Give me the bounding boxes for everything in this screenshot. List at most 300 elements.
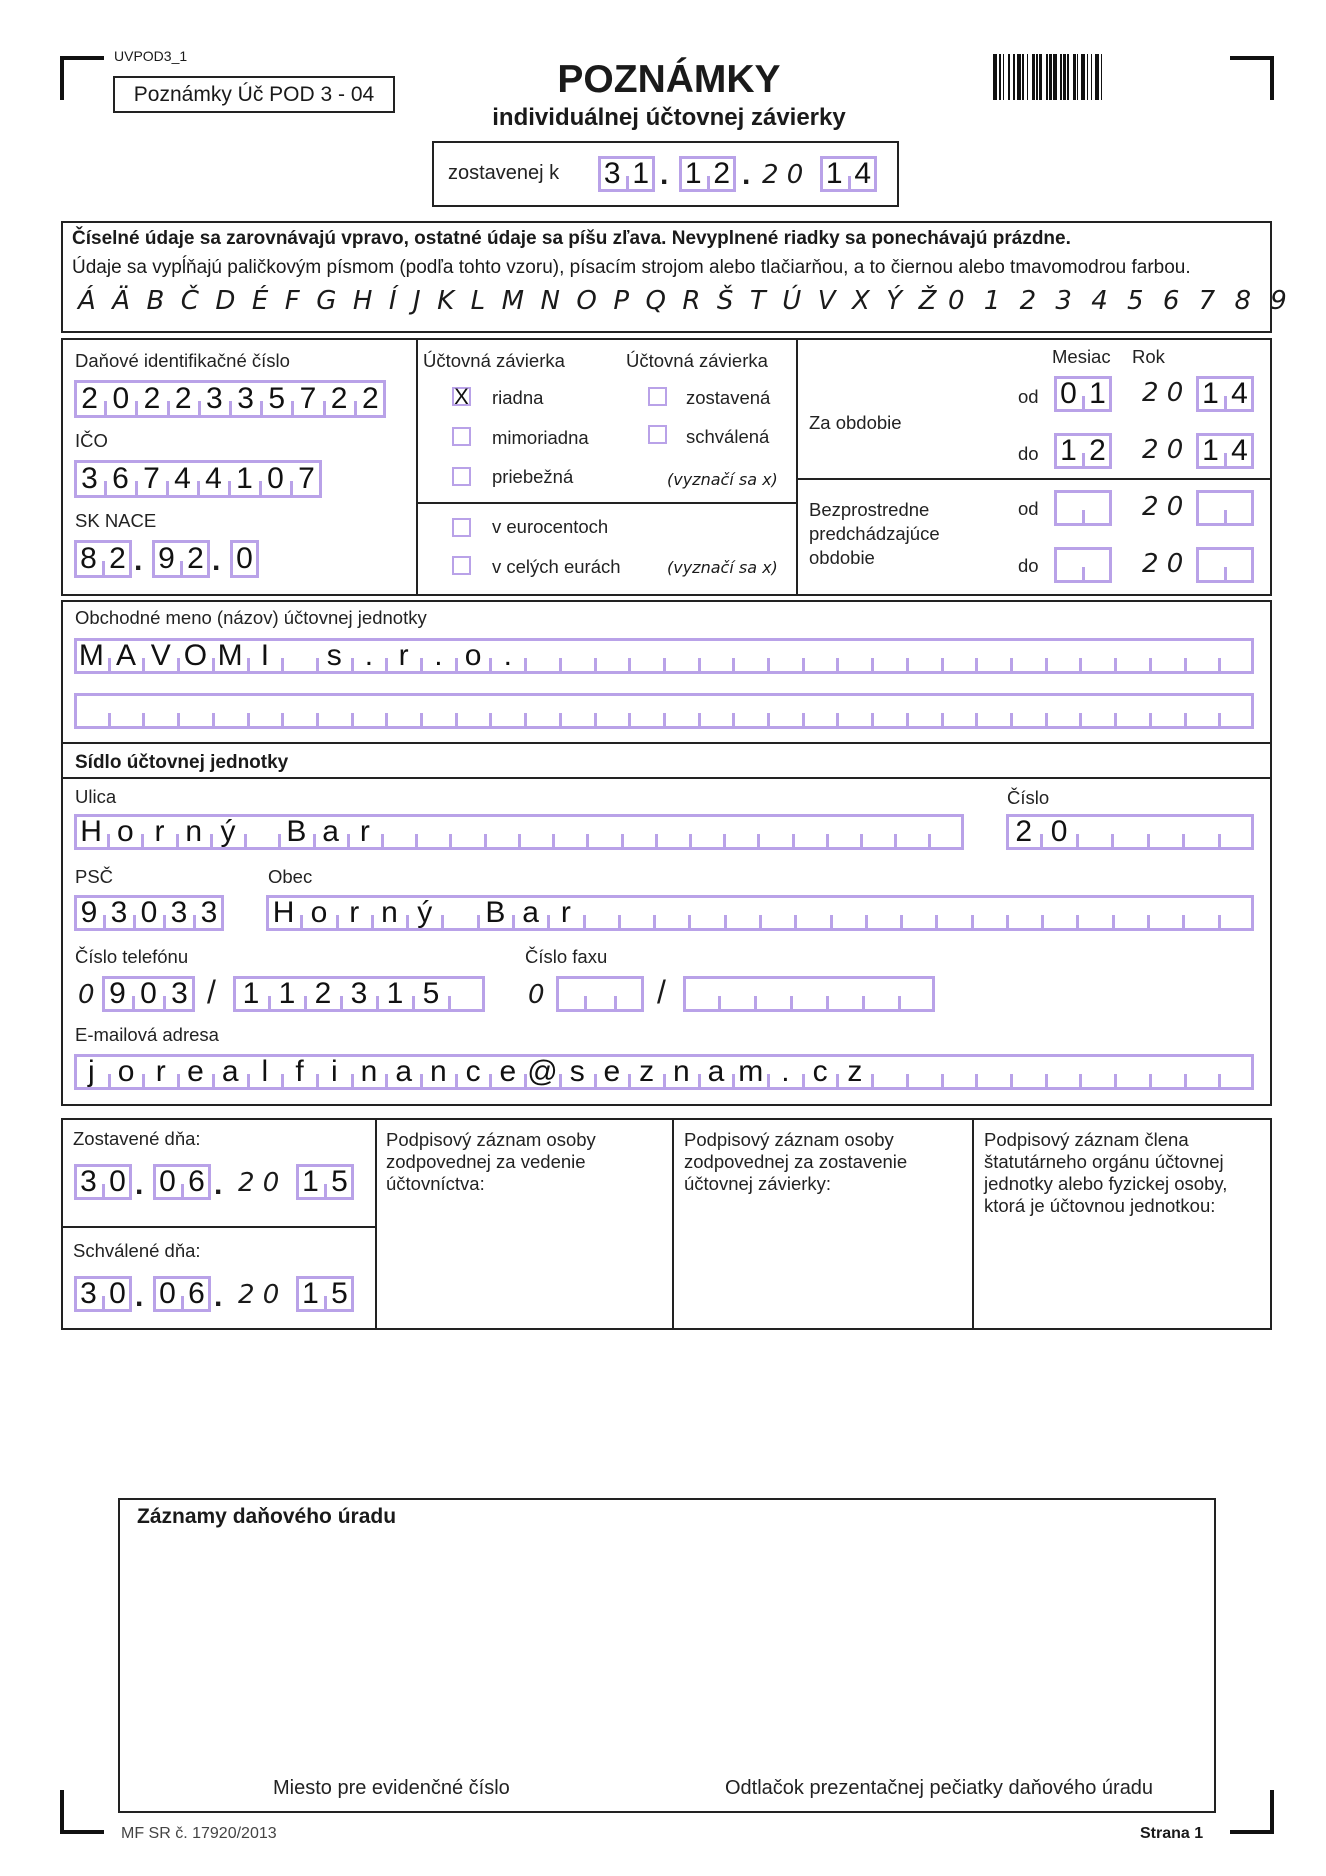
char-cell[interactable] bbox=[872, 693, 907, 729]
char-cell[interactable] bbox=[584, 895, 619, 931]
char-cell[interactable] bbox=[456, 693, 491, 729]
char-cell[interactable] bbox=[689, 895, 724, 931]
char-cell[interactable] bbox=[827, 976, 863, 1012]
char-cell[interactable]: 3 bbox=[199, 380, 230, 418]
char-cell[interactable] bbox=[1080, 693, 1115, 729]
char-cell[interactable] bbox=[1011, 638, 1046, 674]
char-cell[interactable] bbox=[768, 693, 803, 729]
char-cell[interactable] bbox=[416, 814, 450, 850]
eurocentoch-checkbox[interactable] bbox=[452, 518, 471, 537]
char-cell[interactable] bbox=[1185, 638, 1220, 674]
char-cell[interactable]: 6 bbox=[105, 460, 136, 498]
char-cell[interactable] bbox=[525, 638, 560, 674]
char-cell[interactable] bbox=[1054, 490, 1083, 526]
char-cell[interactable] bbox=[866, 895, 901, 931]
form-code: UVPOD3_1 bbox=[114, 48, 188, 64]
char-cell[interactable]: 1 bbox=[302, 1277, 319, 1310]
approved-on-year[interactable] bbox=[296, 1276, 354, 1312]
char-cell[interactable]: 0 bbox=[103, 1164, 132, 1200]
char-cell[interactable]: 1 bbox=[1202, 434, 1219, 467]
char-cell[interactable]: 2 bbox=[355, 380, 386, 418]
char-cell[interactable]: 3 bbox=[164, 895, 194, 931]
char-cell[interactable] bbox=[976, 1054, 1011, 1090]
fax-number-field[interactable] bbox=[683, 976, 935, 1012]
char-cell[interactable]: 9 bbox=[109, 977, 126, 1010]
char-cell[interactable]: 7 bbox=[136, 460, 167, 498]
char-cell[interactable] bbox=[1077, 814, 1112, 850]
char-cell[interactable]: 1 bbox=[377, 976, 413, 1012]
char-cell[interactable] bbox=[755, 976, 791, 1012]
char-cell[interactable]: e bbox=[490, 1054, 525, 1090]
period-do-month[interactable] bbox=[1054, 433, 1112, 469]
char-cell[interactable] bbox=[1054, 547, 1083, 583]
char-cell[interactable]: 5 bbox=[261, 380, 292, 418]
char-cell[interactable] bbox=[1080, 1054, 1115, 1090]
char-cell[interactable] bbox=[1115, 1054, 1150, 1090]
corner-mark-bottom-left bbox=[60, 1790, 104, 1834]
char-cell[interactable]: 2 bbox=[181, 540, 210, 578]
char-cell[interactable]: 1 bbox=[627, 156, 656, 192]
schvalena-checkbox[interactable] bbox=[648, 425, 667, 444]
char-cell[interactable] bbox=[1219, 693, 1254, 729]
char-cell[interactable]: B bbox=[279, 814, 313, 850]
statement-type-label: Účtovná závierka bbox=[423, 350, 565, 371]
char-cell[interactable] bbox=[942, 638, 977, 674]
char-cell[interactable] bbox=[595, 693, 630, 729]
psc-field[interactable] bbox=[74, 895, 224, 931]
fax-area-field[interactable] bbox=[556, 976, 644, 1012]
char-cell[interactable]: o bbox=[109, 1054, 144, 1090]
char-cell[interactable] bbox=[1083, 490, 1112, 526]
riadna-checkbox[interactable]: X bbox=[452, 387, 471, 406]
char-cell[interactable] bbox=[1080, 638, 1115, 674]
char-cell[interactable] bbox=[942, 693, 977, 729]
char-cell[interactable]: 2 bbox=[324, 380, 355, 418]
number-field[interactable] bbox=[1006, 814, 1254, 850]
char-cell[interactable]: 3 bbox=[341, 976, 377, 1012]
char-cell[interactable]: H bbox=[80, 815, 102, 848]
char-cell[interactable]: . bbox=[352, 638, 387, 674]
char-cell[interactable]: s bbox=[317, 638, 352, 674]
char-cell[interactable] bbox=[587, 814, 621, 850]
char-cell[interactable]: 0 bbox=[105, 380, 136, 418]
char-cell[interactable]: 1 bbox=[1060, 434, 1077, 467]
char-cell[interactable] bbox=[699, 693, 734, 729]
char-cell[interactable]: 0 bbox=[236, 542, 253, 575]
char-cell[interactable]: V bbox=[143, 638, 178, 674]
char-cell[interactable] bbox=[485, 814, 519, 850]
char-cell[interactable]: o bbox=[301, 895, 336, 931]
name-field-line2[interactable] bbox=[74, 693, 1254, 729]
char-cell[interactable] bbox=[656, 814, 690, 850]
phone-area-field[interactable] bbox=[102, 976, 195, 1012]
char-cell[interactable] bbox=[725, 895, 760, 931]
char-cell[interactable]: I bbox=[248, 638, 283, 674]
char-cell[interactable]: o bbox=[456, 638, 491, 674]
char-cell[interactable]: 0 bbox=[1060, 377, 1077, 410]
char-cell[interactable]: 4 bbox=[167, 460, 198, 498]
char-cell[interactable]: 5 bbox=[413, 976, 449, 1012]
char-cell[interactable]: r bbox=[548, 895, 583, 931]
char-cell[interactable] bbox=[1196, 490, 1225, 526]
char-cell[interactable] bbox=[317, 693, 352, 729]
char-cell[interactable] bbox=[901, 895, 936, 931]
char-cell[interactable] bbox=[895, 814, 929, 850]
period-od-month[interactable] bbox=[1054, 376, 1112, 412]
char-cell[interactable] bbox=[213, 693, 248, 729]
char-cell[interactable]: f bbox=[282, 1054, 317, 1090]
char-cell[interactable]: a bbox=[314, 814, 348, 850]
char-cell[interactable] bbox=[654, 895, 689, 931]
char-cell[interactable] bbox=[1011, 693, 1046, 729]
char-cell[interactable] bbox=[442, 895, 477, 931]
char-cell[interactable] bbox=[758, 814, 792, 850]
char-cell[interactable]: O bbox=[178, 638, 213, 674]
char-cell[interactable]: a bbox=[513, 895, 548, 931]
char-cell[interactable]: 4 bbox=[198, 460, 229, 498]
char-cell[interactable] bbox=[724, 814, 758, 850]
char-cell[interactable] bbox=[490, 693, 525, 729]
char-cell[interactable] bbox=[382, 814, 416, 850]
char-cell[interactable]: 0 bbox=[1041, 814, 1076, 850]
char-cell[interactable] bbox=[1011, 1054, 1046, 1090]
char-cell[interactable]: 9 bbox=[158, 542, 175, 575]
char-cell[interactable]: a bbox=[699, 1054, 734, 1090]
char-cell[interactable] bbox=[1150, 693, 1185, 729]
approved-on-day[interactable] bbox=[74, 1276, 132, 1312]
char-cell[interactable] bbox=[837, 693, 872, 729]
char-cell[interactable] bbox=[622, 814, 656, 850]
char-cell[interactable]: n bbox=[664, 1054, 699, 1090]
char-cell[interactable] bbox=[450, 814, 484, 850]
city-field[interactable] bbox=[266, 895, 1254, 931]
compiled-on-year[interactable] bbox=[296, 1164, 354, 1200]
char-cell[interactable] bbox=[619, 895, 654, 931]
char-cell[interactable] bbox=[1150, 1054, 1185, 1090]
char-cell[interactable]: 0 bbox=[260, 460, 291, 498]
char-cell[interactable] bbox=[793, 814, 827, 850]
char-cell[interactable] bbox=[1113, 895, 1148, 931]
char-cell[interactable]: n bbox=[352, 1054, 387, 1090]
char-cell[interactable] bbox=[109, 693, 144, 729]
fax-label: Číslo faxu bbox=[525, 946, 608, 967]
char-cell[interactable]: 3 bbox=[194, 895, 224, 931]
char-cell[interactable]: 6 bbox=[182, 1276, 211, 1312]
compiled-day-field[interactable] bbox=[598, 156, 655, 192]
phone-label: Číslo telefónu bbox=[75, 946, 189, 967]
char-cell[interactable] bbox=[936, 895, 971, 931]
char-cell[interactable] bbox=[907, 693, 942, 729]
char-cell[interactable]: 2 bbox=[103, 540, 132, 578]
compiled-on-month[interactable] bbox=[153, 1164, 211, 1200]
email-field[interactable] bbox=[74, 1054, 1254, 1090]
char-cell[interactable]: 9 bbox=[80, 896, 98, 929]
char-cell[interactable]: 3 bbox=[80, 1165, 97, 1198]
char-cell[interactable] bbox=[760, 895, 795, 931]
char-cell[interactable]: n bbox=[421, 1054, 456, 1090]
char-cell[interactable] bbox=[449, 976, 485, 1012]
char-cell[interactable]: 1 bbox=[1083, 376, 1112, 412]
char-cell[interactable] bbox=[1185, 1054, 1220, 1090]
char-cell[interactable] bbox=[1185, 693, 1220, 729]
char-cell[interactable] bbox=[872, 638, 907, 674]
prev-do-month[interactable] bbox=[1054, 547, 1112, 583]
char-cell[interactable] bbox=[907, 638, 942, 674]
char-cell[interactable] bbox=[1042, 895, 1077, 931]
char-cell[interactable] bbox=[519, 814, 553, 850]
char-cell[interactable] bbox=[791, 976, 827, 1012]
seat-label: Sídlo účtovnej jednotky bbox=[75, 752, 289, 773]
char-cell[interactable] bbox=[837, 638, 872, 674]
sample-digits: 0 1 2 3 4 5 6 7 8 9 bbox=[948, 286, 1293, 316]
barcode-bar bbox=[1008, 54, 1009, 100]
char-cell[interactable]: j bbox=[88, 1055, 95, 1088]
char-cell[interactable] bbox=[585, 976, 614, 1012]
char-cell[interactable] bbox=[245, 814, 279, 850]
char-cell[interactable]: 2 bbox=[1015, 815, 1033, 848]
char-cell[interactable]: 4 bbox=[849, 156, 878, 192]
char-cell[interactable]: c bbox=[456, 1054, 491, 1090]
char-cell[interactable]: 0 bbox=[134, 895, 164, 931]
char-cell[interactable] bbox=[1046, 638, 1081, 674]
char-cell[interactable] bbox=[733, 638, 768, 674]
char-cell[interactable]: 5 bbox=[325, 1164, 354, 1200]
char-cell[interactable] bbox=[1219, 895, 1254, 931]
period-od-year[interactable] bbox=[1196, 376, 1254, 412]
char-cell[interactable]: 4 bbox=[1225, 433, 1254, 469]
char-cell[interactable] bbox=[664, 693, 699, 729]
char-cell[interactable]: 4 bbox=[1225, 376, 1254, 412]
char-cell[interactable] bbox=[861, 814, 895, 850]
char-cell[interactable] bbox=[248, 693, 283, 729]
char-cell[interactable]: 2 bbox=[81, 382, 98, 415]
char-cell[interactable] bbox=[872, 1054, 907, 1090]
char-cell[interactable]: o bbox=[108, 814, 142, 850]
char-cell[interactable] bbox=[1115, 693, 1150, 729]
char-cell[interactable]: n bbox=[177, 814, 211, 850]
dic-field[interactable] bbox=[74, 380, 386, 418]
char-cell[interactable]: 0 bbox=[159, 1165, 176, 1198]
char-cell[interactable]: 1 bbox=[242, 977, 260, 1010]
nace-field-a[interactable] bbox=[74, 540, 132, 578]
char-cell[interactable] bbox=[1183, 814, 1218, 850]
char-cell[interactable] bbox=[1196, 547, 1225, 583]
char-cell[interactable] bbox=[976, 693, 1011, 729]
char-cell[interactable]: 3 bbox=[81, 462, 98, 495]
char-cell[interactable]: m bbox=[733, 1054, 768, 1090]
char-cell[interactable] bbox=[595, 638, 630, 674]
char-cell[interactable]: r bbox=[386, 638, 421, 674]
char-cell[interactable] bbox=[1183, 895, 1218, 931]
char-cell[interactable]: @ bbox=[525, 1054, 560, 1090]
char-cell[interactable]: M bbox=[78, 639, 104, 672]
char-cell[interactable] bbox=[863, 976, 899, 1012]
char-cell[interactable]: 3 bbox=[230, 380, 261, 418]
street-field[interactable] bbox=[74, 814, 964, 850]
char-cell[interactable] bbox=[1077, 895, 1112, 931]
char-cell[interactable]: 0 bbox=[133, 976, 164, 1012]
char-cell[interactable] bbox=[1007, 895, 1042, 931]
prev-od-month[interactable] bbox=[1054, 490, 1112, 526]
char-cell[interactable] bbox=[560, 638, 595, 674]
char-cell[interactable]: B bbox=[478, 895, 513, 931]
char-cell[interactable] bbox=[1046, 1054, 1081, 1090]
char-cell[interactable]: . bbox=[768, 1054, 803, 1090]
char-cell[interactable]: z bbox=[629, 1054, 664, 1090]
char-cell[interactable] bbox=[768, 638, 803, 674]
char-cell[interactable]: 2 bbox=[1083, 433, 1112, 469]
char-cell[interactable] bbox=[386, 693, 421, 729]
char-cell[interactable] bbox=[556, 976, 585, 1012]
char-cell[interactable] bbox=[976, 638, 1011, 674]
zostavena-checkbox[interactable] bbox=[648, 387, 667, 406]
char-cell[interactable]: a bbox=[213, 1054, 248, 1090]
char-cell[interactable]: 1 bbox=[1202, 377, 1219, 410]
prev-do-label: do bbox=[1018, 555, 1039, 576]
compiled-on-day[interactable] bbox=[74, 1164, 132, 1200]
char-cell[interactable]: 1 bbox=[229, 460, 260, 498]
char-cell[interactable] bbox=[1225, 547, 1254, 583]
char-cell[interactable] bbox=[1046, 693, 1081, 729]
compiled-on-year-prefix: 2 0 bbox=[238, 1168, 280, 1198]
char-cell[interactable] bbox=[831, 895, 866, 931]
char-cell[interactable]: 3 bbox=[164, 976, 195, 1012]
char-cell[interactable] bbox=[282, 693, 317, 729]
char-cell[interactable]: 2 bbox=[708, 156, 737, 192]
char-cell[interactable] bbox=[178, 693, 213, 729]
ico-field[interactable] bbox=[74, 460, 322, 498]
char-cell[interactable] bbox=[1112, 814, 1147, 850]
char-cell[interactable]: n bbox=[372, 895, 407, 931]
mimoriadna-checkbox[interactable] bbox=[452, 427, 471, 446]
char-cell[interactable] bbox=[553, 814, 587, 850]
char-cell[interactable] bbox=[1083, 547, 1112, 583]
char-cell[interactable] bbox=[795, 895, 830, 931]
char-cell[interactable] bbox=[929, 814, 963, 850]
char-cell[interactable]: 8 bbox=[80, 542, 97, 575]
char-cell[interactable]: 3 bbox=[80, 1277, 97, 1310]
char-cell[interactable]: 7 bbox=[292, 380, 323, 418]
char-cell[interactable]: 6 bbox=[182, 1164, 211, 1200]
char-cell[interactable] bbox=[1219, 814, 1254, 850]
phone-number-field[interactable] bbox=[233, 976, 485, 1012]
char-cell[interactable] bbox=[1148, 814, 1183, 850]
char-cell[interactable]: . bbox=[490, 638, 525, 674]
char-cell[interactable] bbox=[615, 976, 644, 1012]
char-cell[interactable] bbox=[1219, 1054, 1254, 1090]
char-cell[interactable] bbox=[972, 895, 1007, 931]
char-cell[interactable] bbox=[1225, 490, 1254, 526]
char-cell[interactable]: s bbox=[560, 1054, 595, 1090]
char-cell[interactable]: r bbox=[348, 814, 382, 850]
char-cell[interactable]: M bbox=[213, 638, 248, 674]
prev-do-year[interactable] bbox=[1196, 547, 1254, 583]
char-cell[interactable] bbox=[719, 976, 755, 1012]
char-cell[interactable] bbox=[629, 638, 664, 674]
char-cell[interactable] bbox=[1115, 638, 1150, 674]
char-cell[interactable]: 3 bbox=[603, 157, 621, 190]
name-field-line1[interactable] bbox=[74, 638, 1254, 674]
char-cell[interactable]: 1 bbox=[269, 976, 305, 1012]
char-cell[interactable] bbox=[942, 1054, 977, 1090]
char-cell[interactable]: e bbox=[595, 1054, 630, 1090]
char-cell[interactable] bbox=[74, 693, 109, 729]
char-cell[interactable]: 0 bbox=[103, 1276, 132, 1312]
compiled-month-field[interactable] bbox=[679, 156, 736, 192]
char-cell[interactable]: 2 bbox=[136, 380, 167, 418]
char-cell[interactable] bbox=[143, 693, 178, 729]
char-cell[interactable] bbox=[282, 638, 317, 674]
char-cell[interactable] bbox=[1219, 638, 1254, 674]
char-cell[interactable] bbox=[803, 693, 838, 729]
char-cell[interactable]: r bbox=[143, 1054, 178, 1090]
nace-field-b[interactable] bbox=[152, 540, 210, 578]
approved-on-month[interactable] bbox=[153, 1276, 211, 1312]
char-cell[interactable]: r bbox=[142, 814, 176, 850]
char-cell[interactable]: H bbox=[272, 896, 295, 929]
char-cell[interactable]: 1 bbox=[825, 157, 843, 190]
nace-field-c[interactable] bbox=[230, 540, 259, 578]
char-cell[interactable]: 1 bbox=[684, 157, 702, 190]
char-cell[interactable]: e bbox=[178, 1054, 213, 1090]
char-cell[interactable] bbox=[899, 976, 935, 1012]
char-cell[interactable] bbox=[1150, 638, 1185, 674]
celych-eurach-checkbox[interactable] bbox=[452, 556, 471, 575]
char-cell[interactable] bbox=[352, 693, 387, 729]
char-cell[interactable]: r bbox=[337, 895, 372, 931]
char-cell[interactable]: 7 bbox=[291, 460, 322, 498]
date-dot: . bbox=[214, 1168, 223, 1201]
char-cell[interactable] bbox=[525, 693, 560, 729]
barcode-bar bbox=[1077, 54, 1078, 100]
char-cell[interactable] bbox=[629, 693, 664, 729]
char-cell[interactable] bbox=[1148, 895, 1183, 931]
char-cell[interactable]: z bbox=[837, 1054, 872, 1090]
barcode-bar bbox=[1013, 54, 1016, 100]
char-cell[interactable]: c bbox=[803, 1054, 838, 1090]
char-cell[interactable] bbox=[690, 814, 724, 850]
char-cell[interactable] bbox=[907, 1054, 942, 1090]
period-do-year[interactable] bbox=[1196, 433, 1254, 469]
char-cell[interactable]: 3 bbox=[104, 895, 134, 931]
prev-od-year[interactable] bbox=[1196, 490, 1254, 526]
char-cell[interactable] bbox=[560, 693, 595, 729]
char-cell[interactable]: ý bbox=[211, 814, 245, 850]
char-cell[interactable] bbox=[683, 976, 719, 1012]
char-cell[interactable]: 2 bbox=[305, 976, 341, 1012]
char-cell[interactable] bbox=[664, 638, 699, 674]
char-cell[interactable]: ý bbox=[407, 895, 442, 931]
char-cell[interactable]: 1 bbox=[302, 1165, 319, 1198]
char-cell[interactable]: i bbox=[317, 1054, 352, 1090]
char-cell[interactable]: 0 bbox=[159, 1277, 176, 1310]
mimoriadna-label: mimoriadna bbox=[492, 427, 589, 448]
priebezna-checkbox[interactable] bbox=[452, 467, 471, 486]
char-cell[interactable] bbox=[803, 638, 838, 674]
compiled-year-field[interactable] bbox=[820, 156, 877, 192]
char-cell[interactable] bbox=[699, 638, 734, 674]
char-cell[interactable]: 2 bbox=[168, 380, 199, 418]
char-cell[interactable]: 5 bbox=[325, 1276, 354, 1312]
char-cell[interactable] bbox=[827, 814, 861, 850]
char-cell[interactable] bbox=[421, 693, 456, 729]
char-cell[interactable]: a bbox=[386, 1054, 421, 1090]
char-cell[interactable] bbox=[733, 693, 768, 729]
char-cell[interactable]: . bbox=[421, 638, 456, 674]
barcode-bar bbox=[1022, 54, 1023, 100]
char-cell[interactable]: l bbox=[248, 1054, 283, 1090]
char-cell[interactable]: A bbox=[109, 638, 144, 674]
